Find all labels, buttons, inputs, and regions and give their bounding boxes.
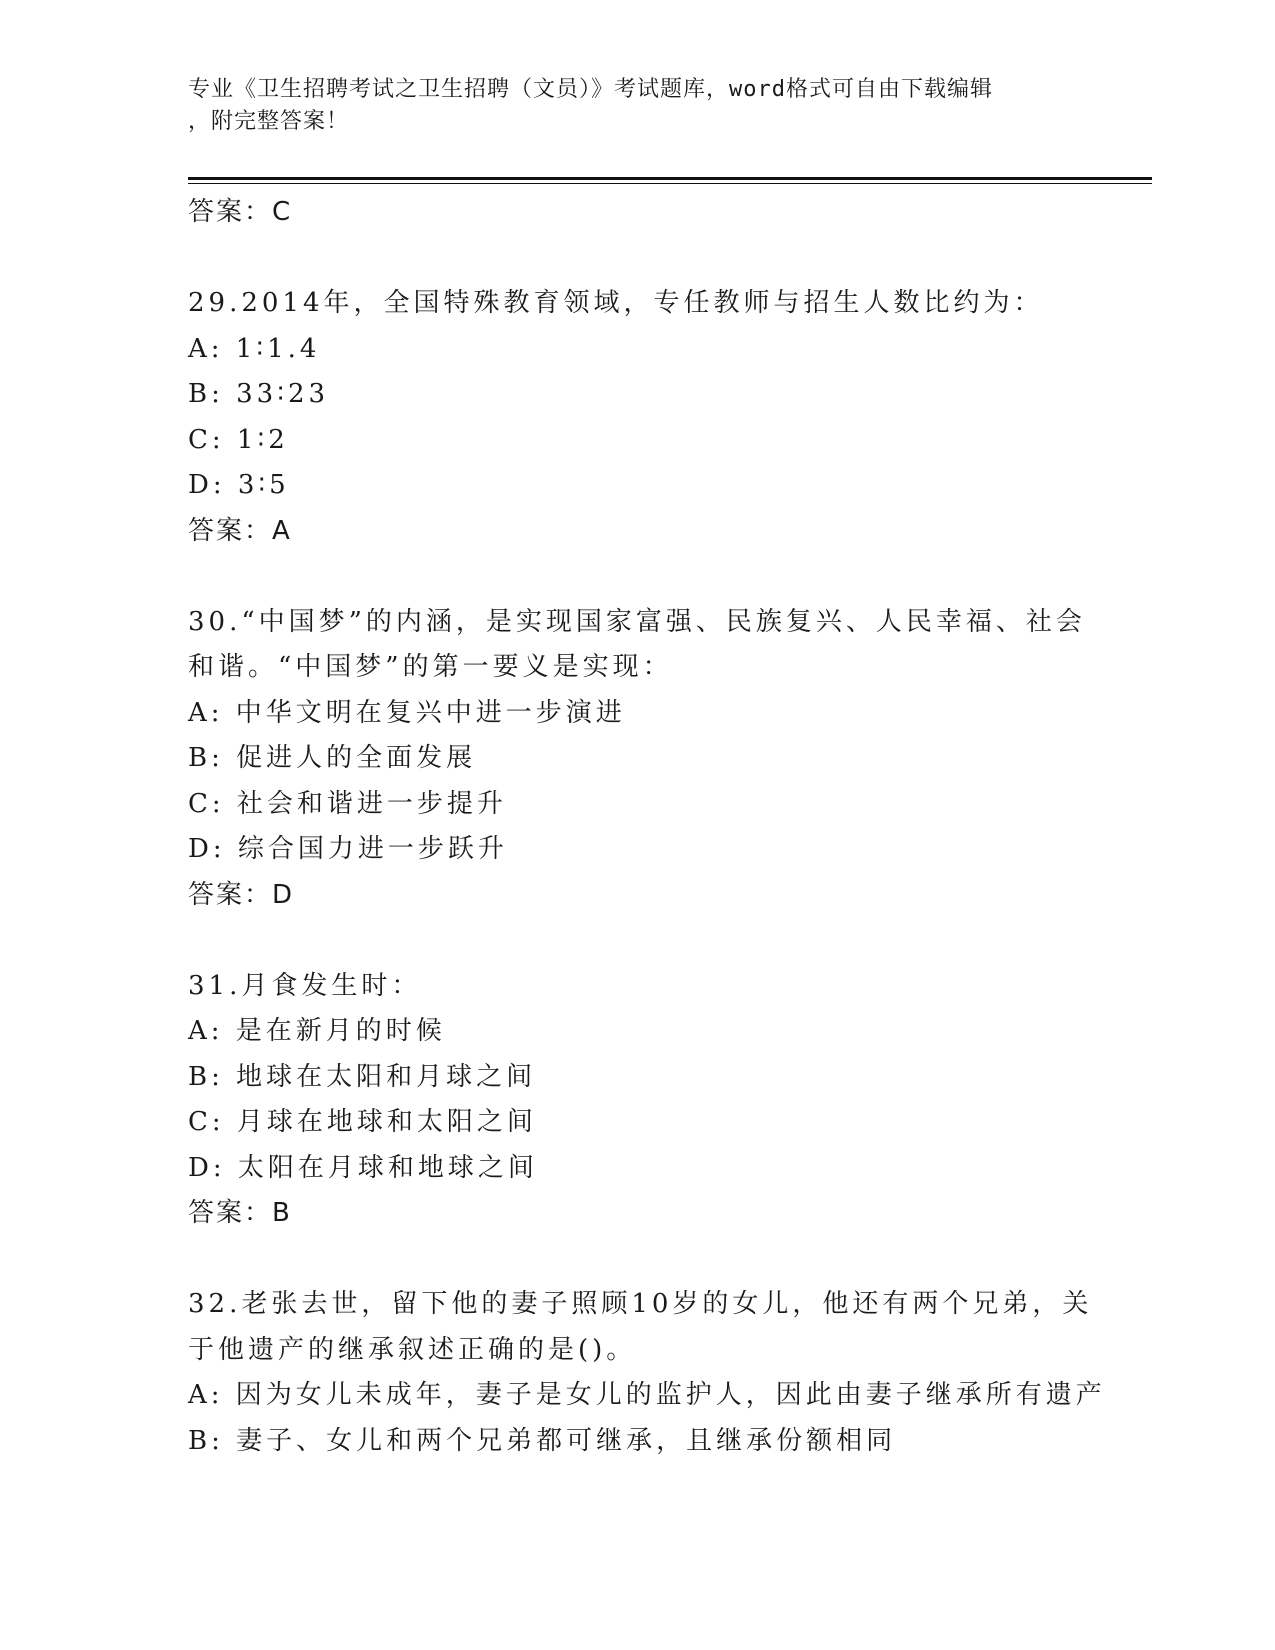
document-header <box>188 74 1088 138</box>
option-b: B: 妻子、女儿和两个兄弟都可继承，且继承份额相同 <box>188 1425 897 1456</box>
option-c: C: 社会和谐进一步提升 <box>188 788 507 819</box>
option-a: A: 是在新月的时候 <box>188 1016 446 1046</box>
question-31 <box>188 964 1088 1237</box>
option-d: D: 综合国力进一步跃升 <box>188 834 508 864</box>
document-body <box>188 190 1106 1464</box>
spacer <box>188 236 1088 282</box>
header-line-1: 专业《卫生招聘考试之卫生招聘（文员）》考试题库，word格式可自由下载编辑 <box>188 77 993 102</box>
header-rule-thick <box>188 177 1152 180</box>
option-b: B: 33∶23 <box>188 379 330 409</box>
spacer <box>188 1237 1088 1283</box>
option-a: A: 因为女儿未成年，妻子是女儿的监护人，因此由妻子继承所有遗产 <box>188 1380 1106 1410</box>
header-rule-thin <box>188 183 1152 184</box>
option-b: B: 促进人的全面发展 <box>188 743 477 773</box>
option-d: D: 太阳在月球和地球之间 <box>188 1152 538 1183</box>
answer: 答案：B <box>188 1198 292 1228</box>
option-c: C: 月球在地球和太阳之间 <box>188 1107 537 1137</box>
header-line-2: ，附完整答案！ <box>188 109 350 134</box>
previous-answer: 答案：C <box>188 197 293 227</box>
question-stem: 31.月食发生时： <box>188 970 422 1001</box>
option-b: B: 地球在太阳和月球之间 <box>188 1061 537 1092</box>
spacer <box>188 918 1088 964</box>
question-stem-continued: 和谐。“中国梦”的第一要义是实现： <box>188 652 673 682</box>
option-a: A: 中华文明在复兴中进一步演进 <box>188 697 626 728</box>
question-30 <box>188 600 1088 919</box>
answer: 答案：D <box>188 879 295 910</box>
option-d: D: 3∶5 <box>188 470 290 500</box>
option-c: C: 1∶2 <box>188 424 289 455</box>
answer: 答案：A <box>188 515 292 546</box>
option-a: A: 1∶1.4 <box>188 333 321 364</box>
spacer <box>188 554 1088 600</box>
question-32 <box>188 1282 1106 1464</box>
question-stem-continued: 于他遗产的继承叙述正确的是()。 <box>188 1334 637 1365</box>
question-29 <box>188 281 1088 554</box>
question-stem: 30.“中国梦”的内涵，是实现国家富强、民族复兴、人民幸福、社会 <box>188 606 1086 637</box>
question-stem: 32.老张去世，留下他的妻子照顾10岁的女儿，他还有两个兄弟，关 <box>188 1289 1093 1319</box>
question-stem: 29.2014年，全国特殊教育领域，专任教师与招生人数比约为： <box>188 288 1044 318</box>
